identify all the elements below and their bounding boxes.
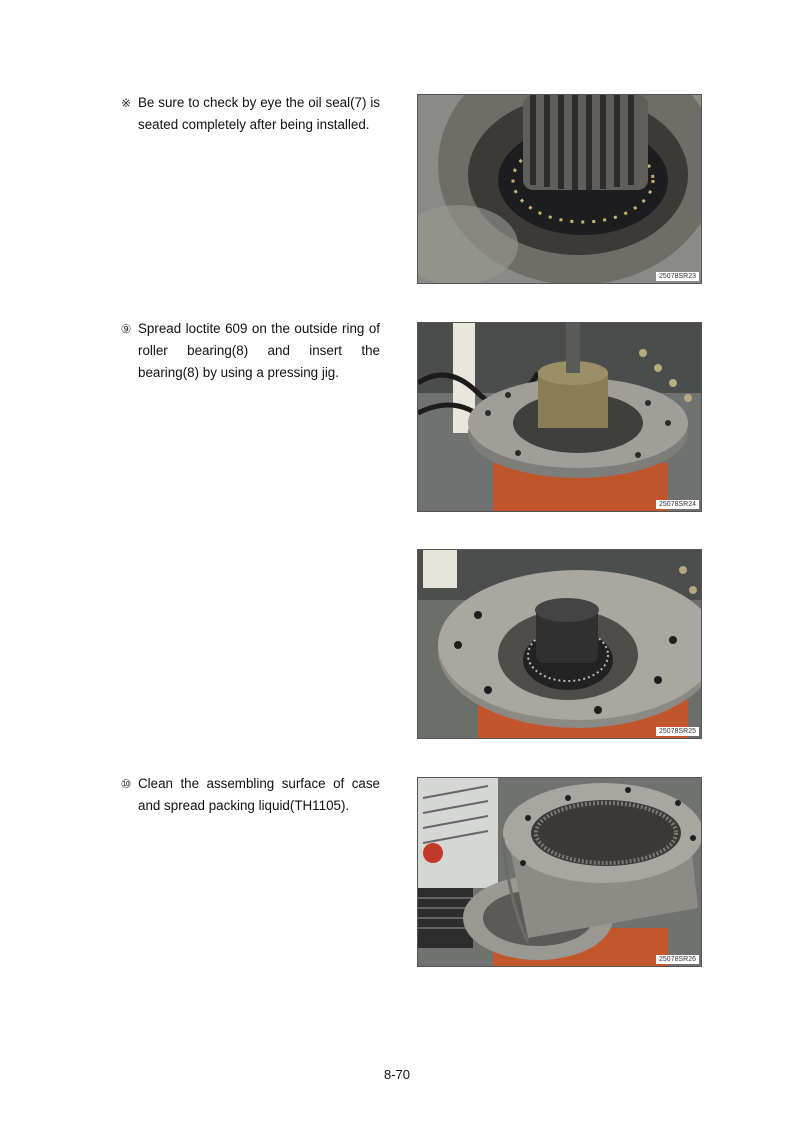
- step-text: Spread loctite 609 on the outside ring of roller bearing(8) and insert the bearing(8) by using a pressing jig.: [138, 321, 380, 380]
- step-note-oil-seal: [118, 92, 380, 136]
- photo-bearing-installed: [417, 549, 702, 739]
- photo-pressing-jig: [417, 322, 702, 512]
- step-9: [118, 318, 380, 384]
- photo-caption: 25078SR26: [656, 955, 699, 964]
- photo-caption: 25078SR24: [656, 500, 699, 509]
- page-number: 8-70: [383, 1067, 411, 1082]
- step-text: Be sure to check by eye the oil seal(7) is seated completely after being installed.: [138, 95, 380, 132]
- step-10: [118, 773, 380, 817]
- photo-oil-seal: [417, 94, 702, 284]
- photo-caption: 25078SR23: [656, 272, 699, 281]
- note-marker: ※: [120, 96, 132, 110]
- photo-ring-gear: [417, 777, 702, 967]
- step-number: ⑩: [120, 777, 132, 791]
- photo-caption: 25078SR25: [656, 727, 699, 736]
- step-text: Clean the assembling surface of case and spread packing liquid(TH1105).: [138, 776, 380, 813]
- step-number: ⑨: [120, 322, 132, 336]
